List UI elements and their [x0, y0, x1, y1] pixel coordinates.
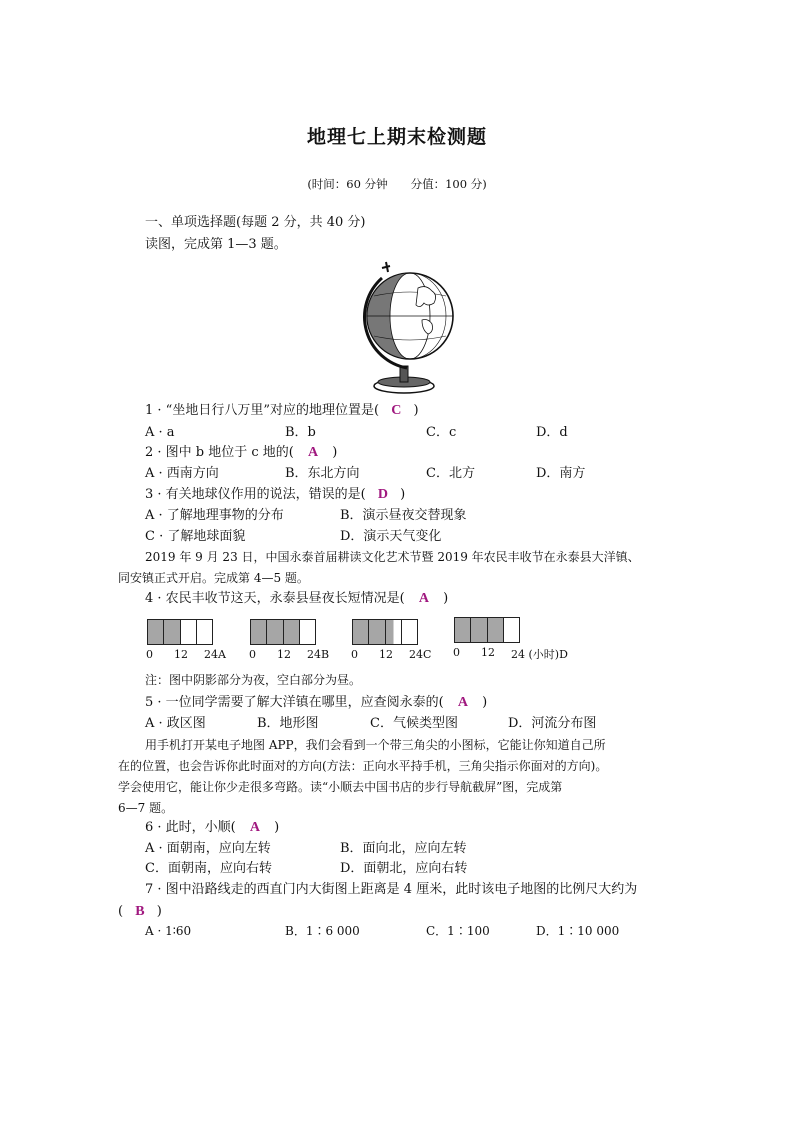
- option: A · 1∶60: [145, 924, 192, 938]
- section-intro: 读图，完成第 1—3 题。: [145, 237, 287, 252]
- bar-label: 0: [146, 648, 153, 661]
- option: C．北方: [426, 466, 475, 481]
- question-close: ): [413, 403, 419, 418]
- question-close: ): [482, 695, 488, 710]
- option: A · 西南方向: [145, 466, 219, 481]
- answer-mark: A: [308, 445, 319, 460]
- passage-line: 在的位置，也会告诉你此时面对的方向(方法：正向水平持手机，三角尖指示你面对的方向)。: [118, 759, 608, 773]
- passage-line: 2019 年 9 月 23 日，中国永泰首届耕读文化艺术节暨 2019 年农民丰收节在永泰县大洋镇、: [145, 550, 640, 564]
- bar-label: 12: [379, 648, 393, 661]
- option: A · a: [145, 425, 175, 440]
- answer-mark: A: [249, 820, 261, 835]
- question-stem: 6 · 此时，小顺(: [145, 820, 236, 835]
- option: D．南方: [536, 466, 586, 481]
- question-2: [145, 444, 337, 462]
- question-close: ): [274, 820, 280, 835]
- passage-line: 6—7 题。: [118, 801, 174, 815]
- option: A · 面朝南，应向左转: [145, 841, 271, 856]
- question-7: 7 · 图中沿路线走的西直门内大街图上距离是 4 厘米，此时该电子地图的比例尺大约为: [145, 882, 638, 897]
- question-stem: 2 · 图中 b 地位于 c 地的(: [145, 445, 294, 460]
- exam-info: (时间：60 分钟 分值：100 分): [307, 177, 487, 191]
- bar-label: 0: [453, 646, 460, 659]
- question-stem: 5 · 一位同学需要了解大洋镇在哪里，应查阅永泰的(: [145, 695, 444, 710]
- option: B．东北方向: [285, 466, 360, 481]
- bar-label: 24C: [409, 648, 432, 661]
- option: C．c: [426, 425, 457, 440]
- question-close: ): [443, 591, 449, 606]
- passage-line: 学会使用它，能让你少走很多弯路。读“小顺去中国书店的步行导航截屏”图，完成第: [118, 780, 563, 794]
- option: A · 了解地理事物的分布: [145, 508, 284, 523]
- option: D．面朝北，应向右转: [340, 861, 468, 876]
- bar-label: 12: [174, 648, 188, 661]
- section-heading: 一、单项选择题(每题 2 分，共 40 分): [145, 215, 366, 230]
- question-stem: 4 · 农民丰收节这天，永泰县昼夜长短情况是(: [145, 591, 405, 606]
- question-open: (: [118, 904, 124, 919]
- option: B．b: [285, 425, 316, 440]
- page-title: 地理七上期末检测题: [306, 126, 487, 148]
- option: A · 政区图: [145, 716, 206, 731]
- question-close: ): [156, 904, 162, 919]
- day-night-bar-c: [352, 619, 418, 645]
- passage-line: 用手机打开某电子地图 APP，我们会看到一个带三角尖的小图标，它能让你知道自己所: [145, 738, 606, 752]
- question-stem: 1 · “坐地日行八万里”对应的地理位置是(: [145, 403, 380, 418]
- bar-label: 24 (小时)D: [511, 648, 568, 661]
- bar-label: 0: [351, 648, 358, 661]
- answer-mark: A: [418, 591, 430, 606]
- option: B．地形图: [257, 716, 319, 731]
- question-stem: 3 · 有关地球仪作用的说法，错误的是(: [145, 487, 366, 502]
- answer-mark: C: [391, 403, 402, 418]
- passage-line: 同安镇正式开启。完成第 4—5 题。: [118, 571, 309, 585]
- question-6: [145, 819, 279, 837]
- day-night-bar-a: [147, 619, 213, 645]
- option: C．气候类型图: [370, 716, 458, 731]
- bar-label: 24A: [204, 648, 226, 661]
- option: C．1∶100: [426, 924, 490, 938]
- question-7-answer: [118, 903, 162, 921]
- question-5: [145, 694, 487, 712]
- question-close: ): [400, 487, 406, 502]
- figure-note: 注：图中阴影部分为夜，空白部分为昼。: [145, 673, 362, 687]
- day-night-bar-b: [250, 619, 316, 645]
- answer-mark: B: [135, 904, 145, 919]
- option: B．面向北，应向左转: [340, 841, 467, 856]
- bar-label: 24B: [307, 648, 330, 661]
- answer-mark: D: [377, 487, 389, 502]
- option: C．面朝南，应向右转: [145, 861, 272, 876]
- option: B．1∶6 000: [285, 924, 360, 938]
- option: D．1∶10 000: [536, 924, 620, 938]
- option: D．d: [536, 425, 568, 440]
- bar-label: 12: [481, 646, 495, 659]
- bar-label: 12: [277, 648, 291, 661]
- option: B．演示昼夜交替现象: [340, 508, 467, 523]
- question-close: ): [332, 445, 338, 460]
- question-1: [145, 402, 419, 420]
- globe-illustration: [352, 258, 467, 396]
- answer-mark: A: [457, 695, 469, 710]
- option: C · 了解地球面貌: [145, 529, 246, 544]
- question-3: [145, 486, 405, 504]
- option: D．河流分布图: [508, 716, 597, 731]
- bar-label: 0: [249, 648, 256, 661]
- day-night-bar-d: [454, 617, 520, 643]
- option: D．演示天气变化: [340, 529, 442, 544]
- question-4: [145, 590, 448, 608]
